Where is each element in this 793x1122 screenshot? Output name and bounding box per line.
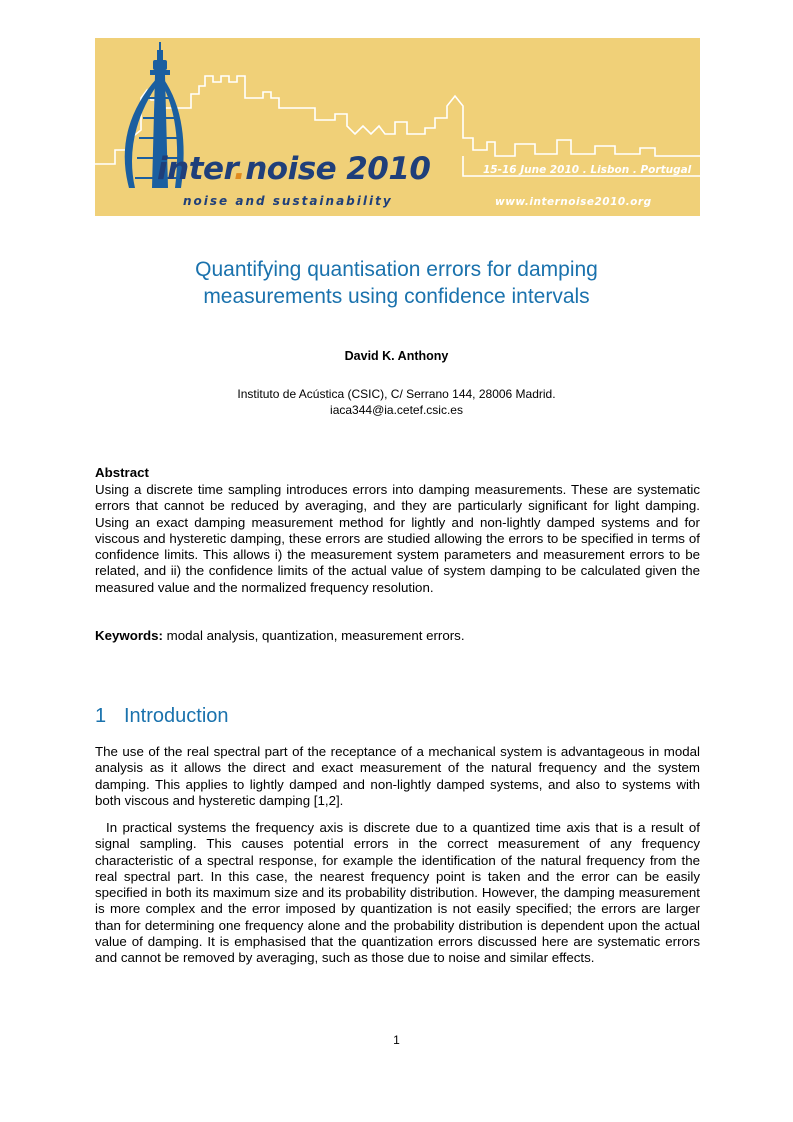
banner-background (95, 38, 700, 216)
section-number: 1 (95, 705, 107, 727)
logo-noise: noise (245, 151, 337, 187)
intro-paragraph-2: In practical systems the frequency axis is discrete due to a quantized time axis that is a result of signal sampling. This causes potential errors in the correct measurement of any frequency characteristic of a spectral response, for example the identification of the natural frequency from the real spectral part. In this case, the nearest frequency point is taken and the error can be easily specified in both its maximum size and its probability distribution. However, the damping measurement is more complex and the error imposed by quantization is not easily specified; the errors are larger than for determining one frequency alone and the probability distribution is dependent upon the actual value of damping. It is emphasised that the quantization errors discussed here are systematic errors and cannot be removed by averaging, such as those due to noise and similar effects. (95, 820, 700, 966)
logo-dot: . (233, 151, 246, 187)
banner-sep2: . (629, 164, 641, 176)
banner-city: Lisbon (590, 164, 630, 176)
logo-year: 2010 (346, 151, 431, 187)
banner-country: Portugal (640, 164, 692, 176)
banner-dates (483, 164, 691, 176)
keywords (95, 628, 700, 644)
keywords-text: modal analysis, quantization, measurement errors. (162, 628, 465, 643)
paper-title (100, 256, 693, 310)
section-title: Introduction (124, 705, 229, 727)
conference-banner (95, 38, 700, 216)
paper-title-line2: measurements using confidence intervals (203, 285, 590, 308)
banner-url[interactable]: www.internoise2010.org (495, 196, 652, 208)
intro-paragraph-1: The use of the real spectral part of the receptance of a mechanical system is advantageous in modal analysis as it allows the direct and exact measurement of the natural frequency and the system damping. This applies to lightly damped and non-lightly damped systems, and also to systems with both viscous and hysteretic damping [1,2]. (95, 744, 700, 808)
abstract-text: Using a discrete time sampling introduces errors into damping measurements. These are systematic errors that cannot be reduced by averaging, and they are particularly significant for light damping. Using an exact damping measurement method for lightly and non-lightly damped systems and for viscous and hysteretic damping, these errors are studied allowing the errors to be specified in terms of confidence limits. This allows i) the measurement system parameters and measurement errors to be related, and ii) the confidence limits of the actual value of system damping to be calculated given the measured value and the normalized frequency resolution. (95, 482, 700, 595)
author-email[interactable]: iaca344@ia.cetef.csic.es (330, 403, 463, 417)
banner-date: 15-16 June 2010 (483, 164, 580, 176)
abstract-heading: Abstract (95, 465, 149, 480)
keywords-label: Keywords: (95, 628, 163, 643)
page-number: 1 (393, 1033, 400, 1047)
section-heading (95, 703, 229, 729)
banner-tagline: noise and sustainability (183, 194, 393, 208)
affiliation (100, 386, 693, 418)
banner-sep1: . (579, 164, 591, 176)
logo-inter: inter (157, 151, 234, 187)
author: David K. Anthony (344, 349, 449, 363)
affiliation-line: Instituto de Acústica (CSIC), C/ Serrano 144, 28006 Madrid. (237, 387, 556, 401)
logo (157, 152, 430, 186)
paper-title-line1: Quantifying quantisation errors for damping (195, 258, 598, 281)
